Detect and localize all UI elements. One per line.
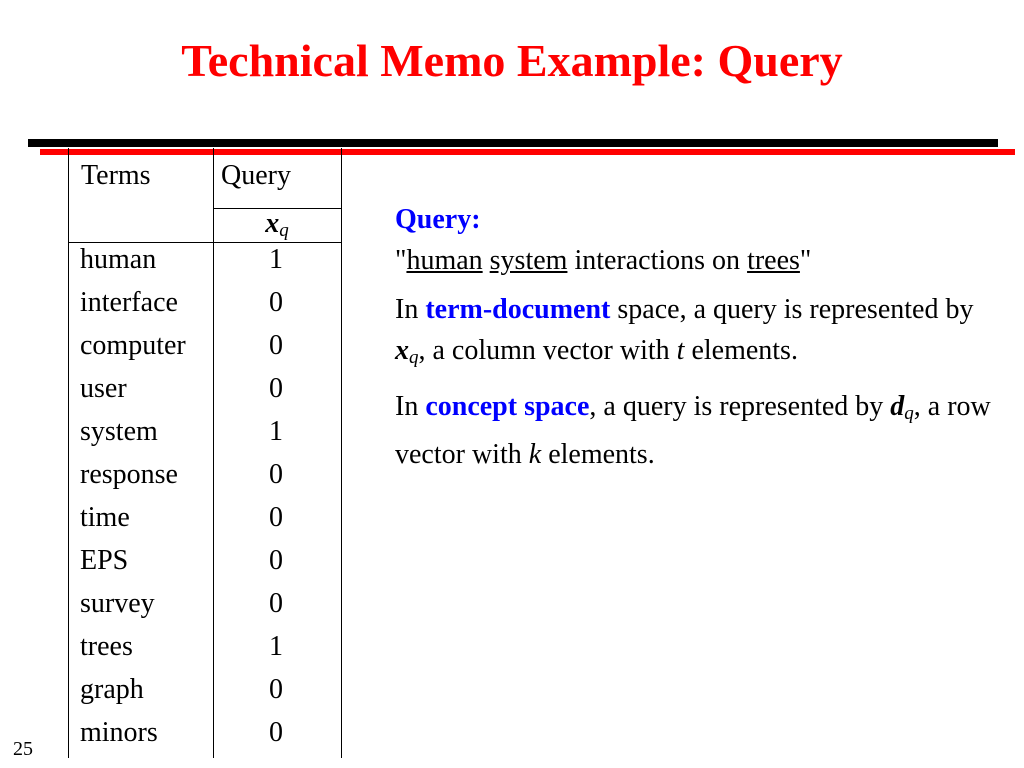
table-row <box>68 412 342 455</box>
p3-mid2: , a row vector with <box>395 391 991 470</box>
p2-end: elements. <box>684 335 798 366</box>
query-value-cell: 0 <box>269 373 283 404</box>
query-value-cell: 1 <box>269 416 283 447</box>
query-value-cell: 0 <box>269 287 283 318</box>
query-open-quote: " <box>395 245 407 276</box>
vector-symbol: x <box>265 208 280 239</box>
slide-title: Technical Memo Example: Query <box>181 35 843 86</box>
page-number: 25 <box>13 738 33 760</box>
table-row <box>68 240 342 283</box>
p2-t: t <box>676 335 685 366</box>
term-cell: survey <box>80 588 155 619</box>
query-value-cell: 0 <box>269 717 283 748</box>
query-value-cell: 0 <box>269 545 283 576</box>
term-cell: graph <box>80 674 144 705</box>
p2-mid2: , a column vector with <box>418 335 677 366</box>
term-cell: EPS <box>80 545 129 576</box>
header-query: Query <box>221 160 291 191</box>
query-label: Query: <box>395 204 481 235</box>
concept-space-paragraph <box>395 386 995 475</box>
table-row <box>68 369 342 412</box>
table-row <box>68 498 342 541</box>
query-word-trees: trees <box>747 245 800 276</box>
p3-vector-subscript: q <box>904 403 914 424</box>
vector-subscript: q <box>279 220 289 241</box>
term-cell: minors <box>80 717 158 748</box>
term-document-highlight: term-document <box>425 294 611 325</box>
p3-vector-symbol: d <box>890 391 905 422</box>
table-row <box>68 455 342 498</box>
term-cell: response <box>80 459 178 490</box>
query-middle-text: interactions on <box>567 245 748 276</box>
term-cell: trees <box>80 631 133 662</box>
query-notes <box>395 199 995 475</box>
table-row <box>68 713 342 756</box>
table-body <box>68 240 342 756</box>
table-row <box>68 670 342 713</box>
query-value-cell: 0 <box>269 588 283 619</box>
table-row <box>68 584 342 627</box>
query-value-cell: 0 <box>269 502 283 533</box>
p3-start: In <box>395 391 426 422</box>
table-row <box>68 283 342 326</box>
query-value-cell: 0 <box>269 459 283 490</box>
query-value-cell: 0 <box>269 330 283 361</box>
query-value-cell: 1 <box>269 631 283 662</box>
header-terms: Terms <box>81 160 151 191</box>
table-row <box>68 326 342 369</box>
p2-vector-subscript: q <box>409 347 419 368</box>
p2-start: In <box>395 294 426 325</box>
term-cell: interface <box>80 287 178 318</box>
query-value-cell: 0 <box>269 674 283 705</box>
query-word-system: system <box>489 245 568 276</box>
p2-vector-symbol: x <box>395 335 409 366</box>
concept-space-highlight: concept space <box>425 391 590 422</box>
term-cell: computer <box>80 330 186 361</box>
term-cell: time <box>80 502 130 533</box>
query-paragraph <box>395 199 995 281</box>
query-close-quote: " <box>799 245 812 276</box>
table-row <box>68 627 342 670</box>
term-cell: human <box>80 244 157 275</box>
query-value-cell: 1 <box>269 244 283 275</box>
term-cell: user <box>80 373 127 404</box>
term-cell: system <box>80 416 158 447</box>
query-word-human: human <box>406 245 483 276</box>
title-rule-black <box>28 139 998 147</box>
p3-end: elements. <box>541 439 655 470</box>
term-document-paragraph <box>395 289 995 378</box>
p3-k: k <box>528 439 542 470</box>
p2-mid: space, a query is represented by <box>610 294 974 325</box>
p3-mid: , a query is represented by <box>589 391 891 422</box>
table-row <box>68 541 342 584</box>
